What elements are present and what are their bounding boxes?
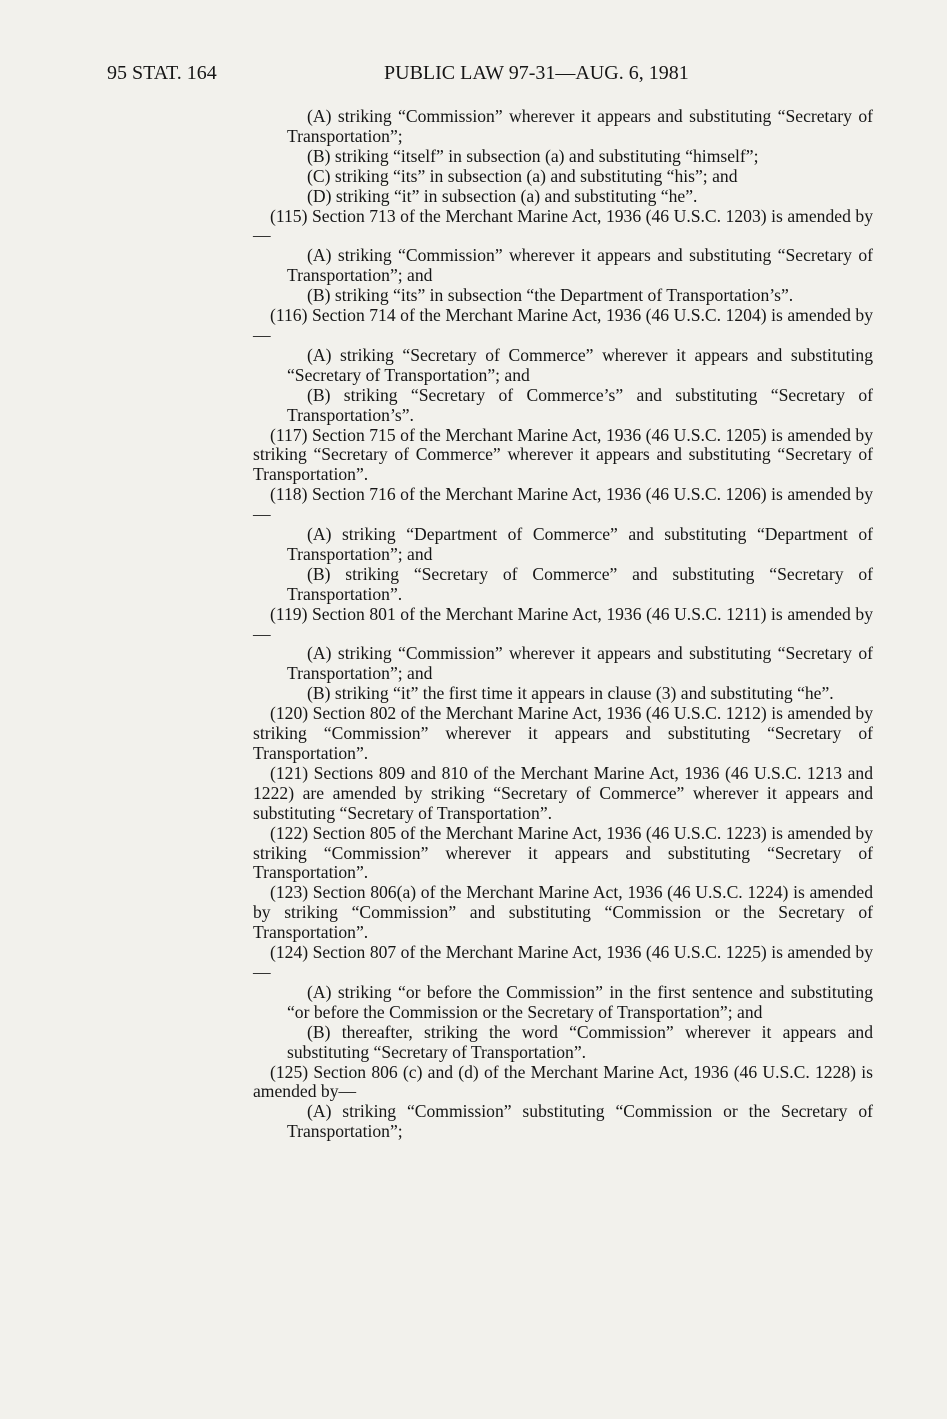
page-title: PUBLIC LAW 97-31—AUG. 6, 1981 (384, 62, 689, 84)
amendment-paragraph: (122) Section 805 of the Merchant Marine Act, 1936 (46 U.S.C. 1223) is amended by striking “Commission” wherever it appears and substituting “Secretary of Transportation”. (253, 822, 873, 883)
amendment-paragraph: (117) Section 715 of the Merchant Marine Act, 1936 (46 U.S.C. 1205) is amended by striking “Secretary of Commerce” wherever it appears and substituting “Secretary of Transportation”. (253, 424, 873, 485)
amendment-clause: (A) striking “Department of Commerce” and substituting “Department of Transportation”; and (287, 524, 873, 564)
amendment-clause: (B) striking “Secretary of Commerce” and substituting “Secretary of Transportation”. (287, 563, 873, 604)
statute-body (253, 107, 873, 1142)
amendment-paragraph: (123) Section 806(a) of the Merchant Marine Act, 1936 (46 U.S.C. 1224) is amended by striking “Commission” and substituting “Commission or the Secretary of Transportation”. (253, 882, 873, 943)
amendment-clause: (A) striking “Commission” wherever it appears and substituting “Secretary of Transportation”; and (287, 643, 873, 684)
running-header (107, 62, 747, 92)
amendment-paragraph: (120) Section 802 of the Merchant Marine Act, 1936 (46 U.S.C. 1212) is amended by striking “Commission” wherever it appears and substituting “Secretary of Transportation”. (253, 703, 873, 763)
amendment-clause: (C) striking “its” in subsection (a) and substituting “his”; and (307, 165, 738, 186)
amendment-clause: (A) striking “Secretary of Commerce” wherever it appears and substituting “Secretary of Transportation”; and (287, 344, 873, 385)
amendment-paragraph: (118) Section 716 of the Merchant Marine Act, 1936 (46 U.S.C. 1206) is amended by— (253, 484, 873, 525)
amendment-paragraph: (121) Sections 809 and 810 of the Merchant Marine Act, 1936 (46 U.S.C. 1213 and 1222) are amended by striking “Secretary of Commerce” wherever it appears and substituting “Secretary of Transportation”. (253, 762, 873, 823)
amendment-clause: (B) striking “Secretary of Commerce’s” and substituting “Secretary of Transportation’s”. (287, 384, 873, 425)
amendment-clause: (D) striking “it” in subsection (a) and substituting “he”. (307, 185, 698, 206)
amendment-clause: (B) striking “itself” in subsection (a) and substituting “himself”; (307, 145, 759, 166)
amendment-clause: (A) striking “Commission” substituting “Commission or the Secretary of Transportation”; (287, 1101, 873, 1142)
amendment-clause: (B) thereafter, striking the word “Commission” wherever it appears and substituting “Secretary of Transportation”. (287, 1021, 873, 1062)
amendment-clause: (A) striking “or before the Commission” in the first sentence and substituting “or before the Commission or the Secretary of Transportation”; and (287, 981, 873, 1022)
amendment-clause: (B) striking “it” the first time it appears in clause (3) and substituting “he”. (307, 683, 834, 704)
amendment-paragraph: (124) Section 807 of the Merchant Marine Act, 1936 (46 U.S.C. 1225) is amended by— (253, 942, 873, 982)
amendment-clause: (A) striking “Commission” wherever it appears and substituting “Secretary of Transportation”; and (287, 245, 873, 286)
amendment-paragraph: (125) Section 806 (c) and (d) of the Merchant Marine Act, 1936 (46 U.S.C. 1228) is amended by— (253, 1061, 873, 1102)
amendment-paragraph: (119) Section 801 of the Merchant Marine Act, 1936 (46 U.S.C. 1211) is amended by— (253, 603, 873, 644)
amendment-clause: (A) striking “Commission” wherever it appears and substituting “Secretary of Transportation”; (287, 106, 873, 146)
statute-citation: 95 STAT. 164 (107, 62, 217, 84)
amendment-paragraph: (116) Section 714 of the Merchant Marine Act, 1936 (46 U.S.C. 1204) is amended by— (253, 305, 873, 345)
amendment-paragraph: (115) Section 713 of the Merchant Marine Act, 1936 (46 U.S.C. 1203) is amended by— (253, 205, 873, 246)
amendment-clause: (B) striking “its” in subsection “the Department of Transportation’s”. (307, 285, 794, 306)
